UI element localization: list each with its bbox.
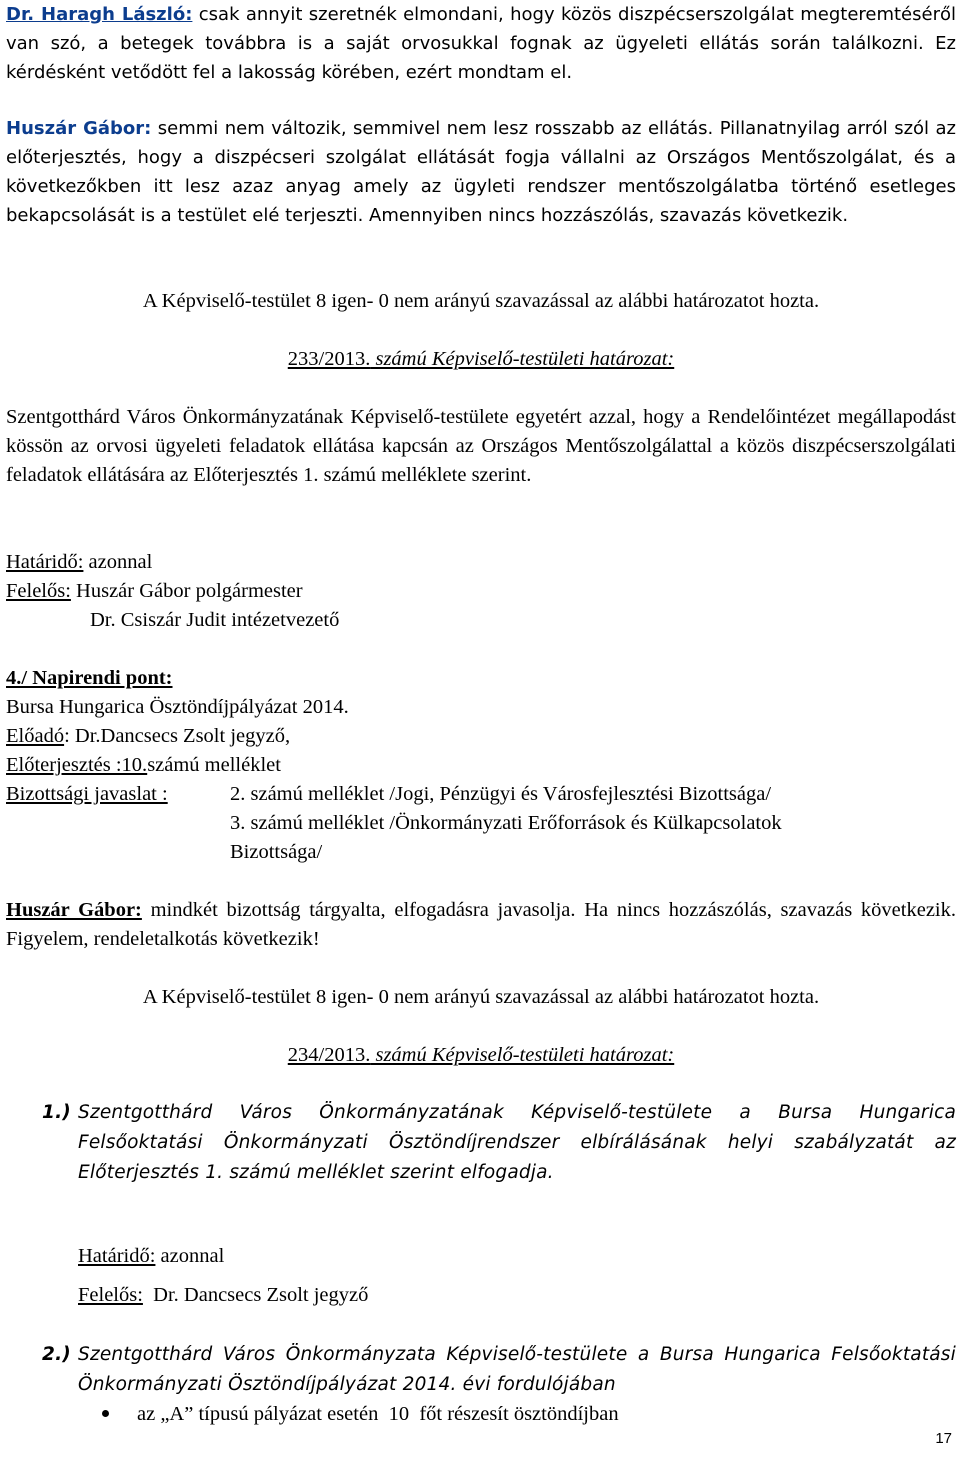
responsible-line-3 bbox=[78, 1281, 948, 1310]
responsible-value: Dr. Dancsecs Zsolt jegyző bbox=[142, 1284, 369, 1306]
paragraph-haragh bbox=[6, 0, 956, 87]
deadline-value: azonnal bbox=[83, 551, 153, 573]
resolution-number: 233/2013. bbox=[287, 348, 371, 370]
presenter-label: Előadó bbox=[6, 725, 65, 747]
deadline-line bbox=[6, 548, 956, 577]
speaker-name: Huszár Gábor: bbox=[6, 899, 142, 921]
resolution-heading bbox=[6, 345, 956, 374]
committee-line-1: 2. számú melléklet /Jogi, Pénzügyi és Városfejlesztési Bizottsága/ bbox=[230, 783, 772, 805]
bullet-item bbox=[102, 1400, 952, 1429]
paragraph-text-continued: Pillanatnyilag arról szól az előterjesztés, hogy a diszpécseri szolgálat ellátását fogja vállalni az Országos Mentőszolgálat, és a következőkben itt lesz azaz anyag amely az ügyleti rendszer mentőszolgálatba történő esetleges bekapcsolását is a testület elé terjeszti. Amennyiben nincs hozzászólás, szavazás következik. bbox=[6, 118, 956, 226]
paragraph-text: mindkét bizottság tárgyalta, elfogadásra javasolja. Ha nincs hozzászólás, szavazás következik. Figyelem, rendeletalkotás következik! bbox=[6, 899, 956, 950]
item-text: Szentgotthárd Város Önkormányzata Képviselő-testülete a Bursa Hungarica Felsőoktatási Önkormányzati Ösztöndíjpályázat 2014. évi fordulójában bbox=[78, 1344, 956, 1395]
vote-statement: A Képviselő-testület 8 igen- 0 nem arányú szavazással az alábbi határozatot hozta. bbox=[142, 290, 820, 312]
agenda-label: 4./ Napirendi pont: bbox=[6, 667, 173, 689]
bullet-text: az „A” típusú pályázat esetén 10 főt részesít ösztöndíjban bbox=[137, 1403, 619, 1425]
proposal-label: Előterjesztés :10. bbox=[6, 754, 148, 776]
resolution-item-1 bbox=[42, 1098, 956, 1188]
vote-statement-2: A Képviselő-testület 8 igen- 0 nem arányú szavazással az alábbi határozatot hozta. bbox=[142, 986, 820, 1008]
presenter-line bbox=[6, 722, 956, 751]
deadline-value: azonnal bbox=[155, 1245, 225, 1267]
resolution-title: számú Képviselő-testületi határozat: bbox=[370, 348, 675, 370]
committee-line-2: 3. számú melléklet /Önkormányzati Erőforrások és Külkapcsolatok bbox=[230, 812, 782, 834]
speaker-name: Huszár Gábor: bbox=[6, 118, 152, 139]
deadline-label: Határidő: bbox=[6, 551, 84, 573]
resolution-item-2 bbox=[42, 1340, 956, 1400]
deadline-line-2 bbox=[78, 1242, 948, 1271]
proposal-line bbox=[6, 751, 956, 780]
proposal-value: számú melléklet bbox=[147, 754, 281, 776]
item-number: 1.) bbox=[42, 1102, 71, 1123]
responsible-value: Huszár Gábor polgármester bbox=[70, 580, 303, 602]
responsible-label: Felelős: bbox=[78, 1284, 143, 1306]
responsible-line-2: Dr. Csiszár Judit intézetvezető bbox=[90, 609, 340, 631]
paragraph-text: semmi nem változik, semmivel nem lesz rosszabb az ellátás. bbox=[151, 118, 714, 139]
page-number: 17 bbox=[935, 1430, 952, 1447]
responsible-label: Felelős: bbox=[6, 580, 71, 602]
bullet-icon bbox=[102, 1410, 109, 1417]
resolution-heading-2 bbox=[6, 1041, 956, 1070]
paragraph-huszar-1 bbox=[6, 114, 956, 230]
resolution-title: számú Képviselő-testületi határozat: bbox=[370, 1044, 675, 1066]
item-number: 2.) bbox=[42, 1344, 71, 1365]
responsible-line bbox=[6, 577, 956, 606]
committee-line-3: Bizottsága/ bbox=[230, 841, 323, 863]
resolution-text: Szentgotthárd Város Önkormányzatának Képviselő-testülete egyetért azzal, hogy a Rendelőintézet megállapodást kössön az orvosi ügyeleti feladatok ellátása kapcsán az Országos Mentőszolgálattal a közös diszpécserszolgálati feladatok ellátására az Előterjesztés 1. számú melléklete szerint. bbox=[6, 406, 956, 486]
committee-label: Bizottsági javaslat : bbox=[6, 783, 168, 805]
speaker-name: Dr. Haragh László: bbox=[6, 4, 193, 25]
presenter-value: : Dr.Dancsecs Zsolt jegyző, bbox=[64, 725, 291, 747]
item-text: Szentgotthárd Város Önkormányzatának Képviselő-testülete a Bursa Hungarica Felsőoktatási Önkormányzati Ösztöndíjrendszer elbírálásának helyi szabályzatát az Előterjesztés 1. számú melléklet szerint elfogadja. bbox=[78, 1102, 956, 1183]
paragraph-huszar-2 bbox=[6, 896, 956, 954]
resolution-number: 234/2013. bbox=[287, 1044, 371, 1066]
paragraph-text: csak annyit szeretnék elmondani, hogy közös diszpécserszolgálat megteremtéséről van szó, a betegek továbbra is a saját orvosukkal fognak az ügyeleti ellátás során találkozni. Ez kérdésként vetődött fel a lakosság körében, ezért mondtam el. bbox=[6, 4, 956, 83]
committee-line bbox=[6, 780, 956, 809]
agenda-title: Bursa Hungarica Ösztöndíjpályázat 2014. bbox=[6, 696, 349, 718]
deadline-label: Határidő: bbox=[78, 1245, 156, 1267]
